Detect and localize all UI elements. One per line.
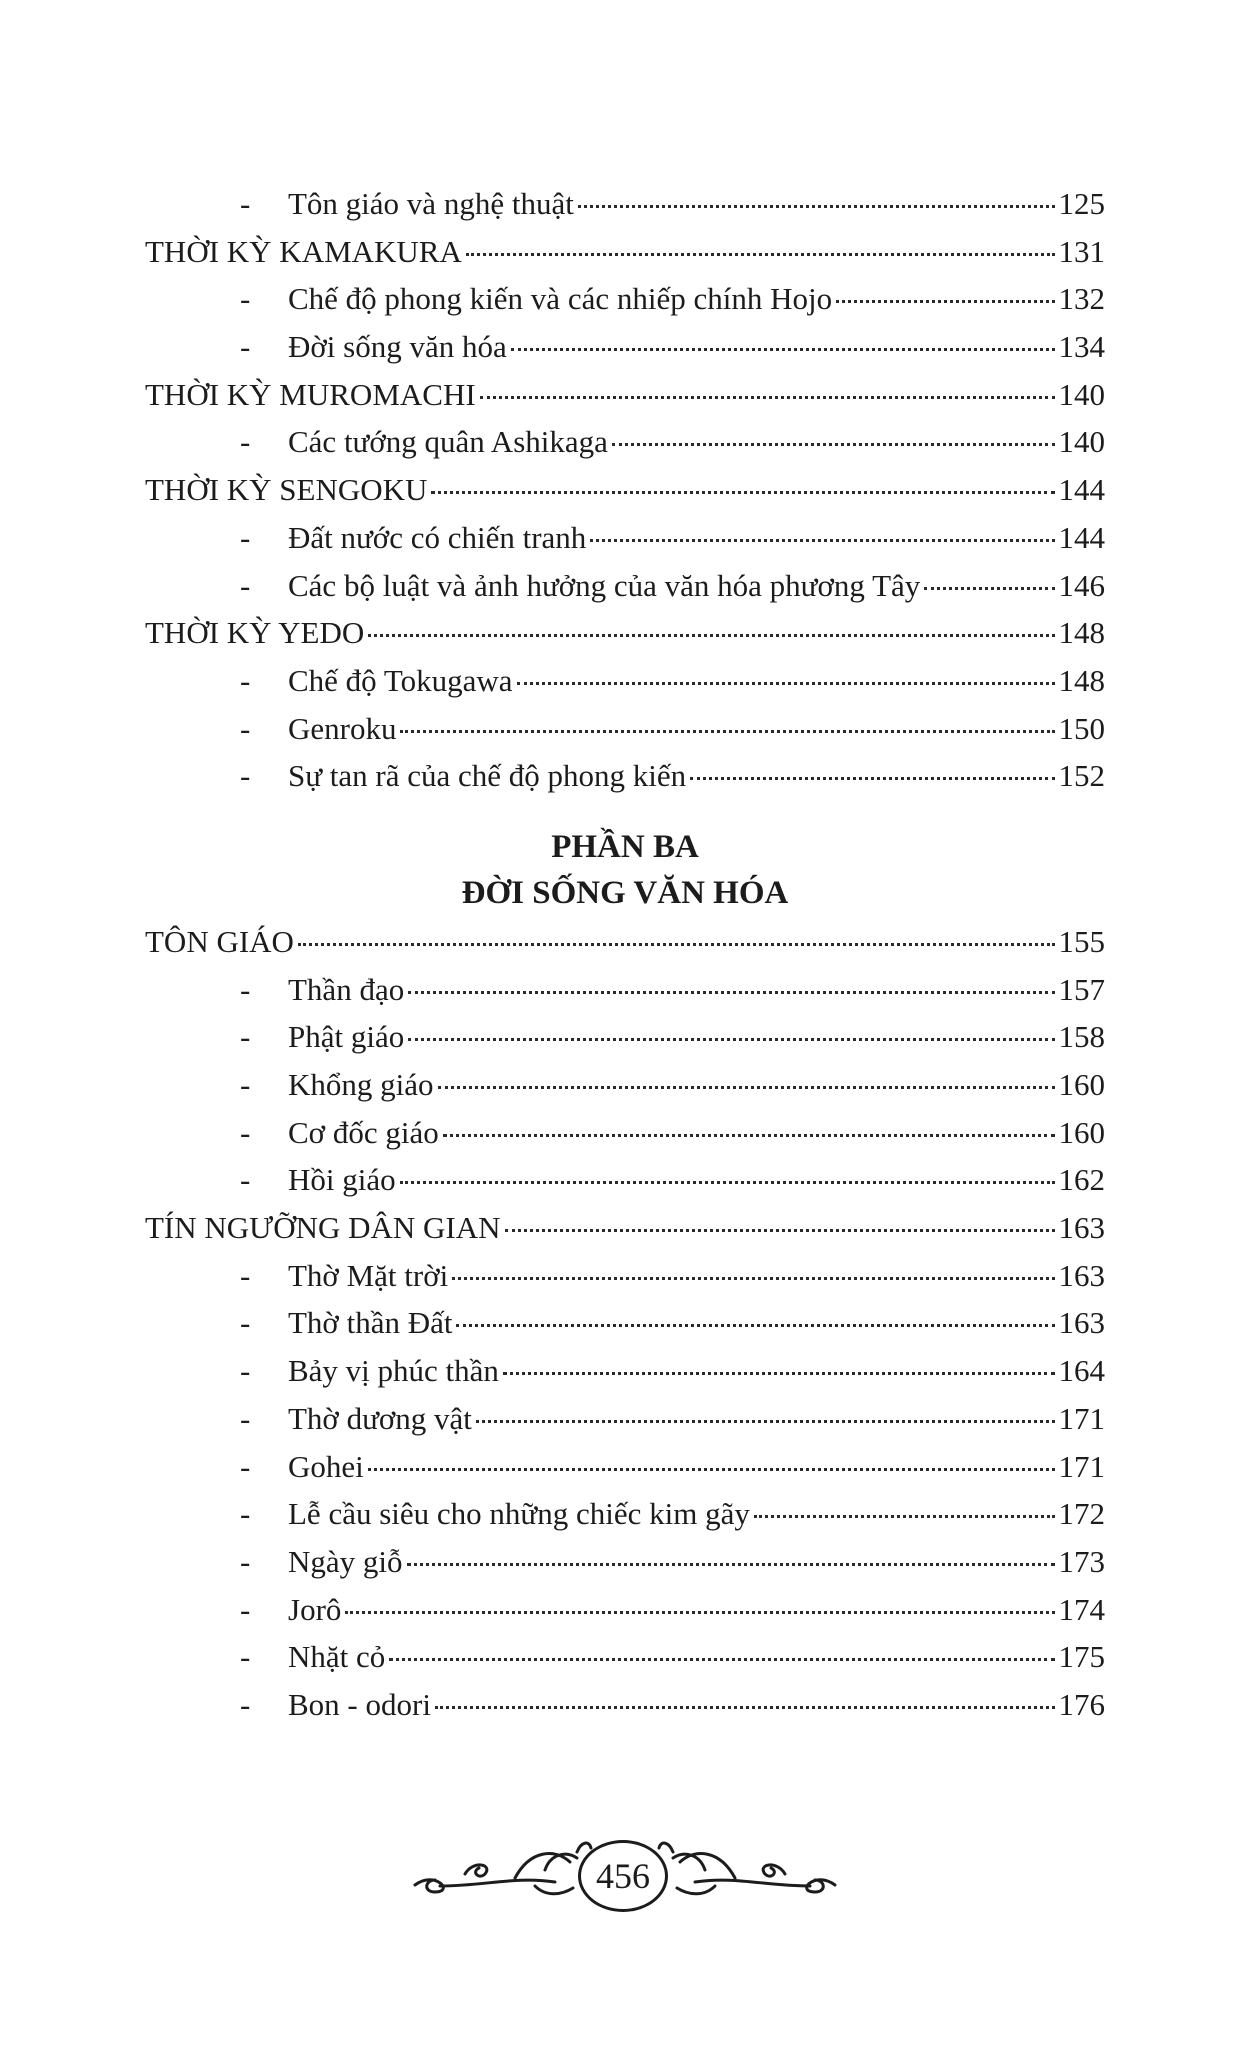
entry-title: TÍN NGƯỠNG DÂN GIAN: [145, 1210, 501, 1246]
dot-leader: [924, 587, 1054, 590]
entry-title: Nhặt cỏ: [288, 1639, 386, 1675]
toc-entry: [145, 918, 1105, 966]
dot-leader: [431, 491, 1054, 494]
toc-subentry: [145, 1109, 1105, 1157]
toc-subentry: [145, 1633, 1105, 1681]
dot-leader: [754, 1515, 1055, 1518]
bullet-dash: -: [240, 1019, 251, 1055]
entry-title: Ngày giỗ: [288, 1543, 403, 1579]
bullet-dash: -: [240, 1496, 251, 1532]
entry-title: Cơ đốc giáo: [288, 1114, 439, 1150]
toc-subentry: [145, 966, 1105, 1014]
entry-page-number: 158: [1058, 1019, 1105, 1055]
entry-title: Hồi giáo: [288, 1162, 396, 1198]
bullet-dash: -: [240, 186, 251, 221]
dot-leader: [345, 1611, 1054, 1614]
toc-subentry: [145, 1013, 1105, 1061]
toc-entry: [145, 466, 1105, 514]
part-heading-line2: ĐỜI SỐNG VĂN HÓA: [461, 874, 789, 911]
dot-leader: [443, 1134, 1055, 1137]
bullet-dash: -: [240, 519, 251, 555]
bullet-dash: -: [240, 1686, 251, 1722]
dot-leader: [408, 1038, 1054, 1041]
toc-subentry: [145, 562, 1105, 610]
bullet-dash: -: [240, 1162, 251, 1198]
dot-leader: [503, 1372, 1055, 1375]
toc-entry: [145, 1204, 1105, 1252]
dot-leader: [456, 1324, 1054, 1327]
entry-page-number: 176: [1058, 1686, 1105, 1722]
part-heading-line1: PHẦN BA: [551, 828, 699, 865]
dot-leader: [517, 682, 1055, 685]
entry-title: THỜI KỲ SENGOKU: [145, 472, 428, 508]
entry-page-number: 162: [1058, 1162, 1105, 1198]
entry-title: Phật giáo: [288, 1019, 405, 1055]
dot-leader: [452, 1277, 1054, 1280]
toc-subentry: [145, 1061, 1105, 1109]
entry-title: Thờ thần Đất: [288, 1305, 453, 1341]
dot-leader: [408, 991, 1054, 994]
entry-page-number: 146: [1058, 567, 1105, 603]
dot-leader: [505, 1229, 1055, 1232]
page-number: 456: [578, 1840, 668, 1912]
dot-leader: [511, 348, 1055, 351]
bullet-dash: -: [240, 758, 251, 794]
bullet-dash: -: [240, 1400, 251, 1436]
entry-title: Bon - odori: [288, 1686, 431, 1722]
toc-subentry: [145, 275, 1105, 323]
dot-leader: [435, 1706, 1055, 1709]
entry-title: Thần đạo: [288, 971, 405, 1007]
toc-subentry: [145, 1395, 1105, 1443]
toc-section-bottom: [145, 918, 1105, 1729]
entry-page-number: 174: [1058, 1591, 1105, 1627]
bullet-dash: -: [240, 1591, 251, 1627]
toc-subentry: [145, 418, 1105, 466]
toc-subentry: [145, 705, 1105, 753]
dot-leader: [400, 1181, 1055, 1184]
table-of-contents: [145, 180, 1105, 1729]
bullet-dash: -: [240, 1639, 251, 1675]
entry-page-number: 160: [1058, 1114, 1105, 1150]
dot-leader: [466, 253, 1055, 256]
bullet-dash: -: [240, 1114, 251, 1150]
entry-title: Thờ dương vật: [288, 1400, 472, 1436]
toc-subentry: [145, 1299, 1105, 1347]
dot-leader: [480, 396, 1055, 399]
entry-page-number: 148: [1058, 615, 1105, 651]
toc-subentry: [145, 1347, 1105, 1395]
toc-subentry: [145, 657, 1105, 705]
entry-page-number: 144: [1058, 472, 1105, 508]
entry-page-number: 150: [1058, 710, 1105, 746]
bullet-dash: -: [240, 1305, 251, 1341]
entry-page-number: 164: [1058, 1353, 1105, 1389]
dot-leader: [368, 1468, 1055, 1471]
toc-subentry: [145, 1681, 1105, 1729]
entry-title: TÔN GIÁO: [145, 923, 294, 959]
entry-page-number: 157: [1058, 971, 1105, 1007]
entry-page-number: 163: [1058, 1305, 1105, 1341]
bullet-dash: -: [240, 1448, 251, 1484]
bullet-dash: -: [240, 281, 251, 317]
entry-title: Chế độ Tokugawa: [288, 662, 513, 698]
dot-leader: [298, 943, 1055, 946]
toc-entry: [145, 609, 1105, 657]
entry-page-number: 131: [1058, 233, 1105, 269]
entry-title: THỜI KỲ YEDO: [145, 615, 365, 651]
entry-title: Sự tan rã của chế độ phong kiến: [288, 758, 687, 794]
toc-subentry: [145, 1538, 1105, 1586]
bullet-dash: -: [240, 329, 251, 365]
bullet-dash: -: [240, 1543, 251, 1579]
entry-page-number: 163: [1058, 1210, 1105, 1246]
dot-leader: [612, 443, 1055, 446]
dot-leader: [389, 1658, 1054, 1661]
dot-leader: [690, 777, 1054, 780]
entry-title: Thờ Mặt trời: [288, 1257, 449, 1293]
dot-leader: [407, 1563, 1055, 1566]
page-footer: [395, 1830, 855, 1930]
toc-subentry: [145, 1443, 1105, 1491]
toc-section-top: [145, 180, 1105, 800]
entry-title: Tôn giáo và nghệ thuật: [288, 186, 574, 221]
bullet-dash: -: [240, 710, 251, 746]
bullet-dash: -: [240, 1353, 251, 1389]
dot-leader: [836, 300, 1054, 303]
bullet-dash: -: [240, 971, 251, 1007]
entry-page-number: 134: [1058, 329, 1105, 365]
entry-page-number: 160: [1058, 1067, 1105, 1102]
dot-leader: [368, 634, 1054, 637]
entry-page-number: 152: [1058, 758, 1105, 794]
toc-subentry: [145, 1490, 1105, 1538]
entry-page-number: 125: [1058, 186, 1105, 221]
dot-leader: [400, 730, 1054, 733]
entry-title: Bảy vị phúc thần: [288, 1353, 499, 1389]
entry-title: Genroku: [288, 710, 397, 746]
entry-title: THỜI KỲ MUROMACHI: [145, 376, 476, 412]
entry-title: Lễ cầu siêu cho những chiếc kim gãy: [288, 1496, 750, 1532]
toc-subentry: [145, 752, 1105, 800]
entry-page-number: 175: [1058, 1639, 1105, 1675]
entry-page-number: 163: [1058, 1257, 1105, 1293]
bullet-dash: -: [240, 1067, 251, 1102]
toc-subentry: [145, 180, 1105, 228]
entry-title: Khổng giáo: [288, 1067, 434, 1102]
entry-page-number: 171: [1058, 1400, 1105, 1436]
toc-entry: [145, 371, 1105, 419]
entry-page-number: 148: [1058, 662, 1105, 698]
entry-page-number: 171: [1058, 1448, 1105, 1484]
entry-page-number: 155: [1058, 923, 1105, 959]
toc-subentry: [145, 323, 1105, 371]
entry-title: Jorô: [288, 1591, 342, 1627]
entry-page-number: 172: [1058, 1496, 1105, 1532]
entry-title: Đất nước có chiến tranh: [288, 519, 587, 555]
toc-subentry: [145, 514, 1105, 562]
entry-page-number: 140: [1058, 376, 1105, 412]
bullet-dash: -: [240, 567, 251, 603]
entry-title: Gohei: [288, 1448, 364, 1484]
entry-title: Chế độ phong kiến và các nhiếp chính Hojo: [288, 281, 833, 317]
entry-page-number: 140: [1058, 424, 1105, 460]
bullet-dash: -: [240, 662, 251, 698]
entry-title: Đời sống văn hóa: [288, 329, 507, 365]
dot-leader: [476, 1420, 1055, 1423]
entry-page-number: 144: [1058, 519, 1105, 555]
entry-page-number: 173: [1058, 1543, 1105, 1579]
entry-title: Các tướng quân Ashikaga: [288, 424, 608, 460]
dot-leader: [590, 539, 1054, 542]
toc-subentry: [145, 1156, 1105, 1204]
entry-page-number: 132: [1058, 281, 1105, 317]
toc-subentry: [145, 1586, 1105, 1634]
toc-subentry: [145, 1252, 1105, 1300]
bullet-dash: -: [240, 424, 251, 460]
dot-leader: [578, 205, 1055, 208]
toc-entry: [145, 228, 1105, 276]
entry-title: Các bộ luật và ảnh hưởng của văn hóa phương Tây: [288, 567, 921, 603]
entry-title: THỜI KỲ KAMAKURA: [145, 233, 462, 269]
bullet-dash: -: [240, 1257, 251, 1293]
dot-leader: [438, 1086, 1055, 1089]
